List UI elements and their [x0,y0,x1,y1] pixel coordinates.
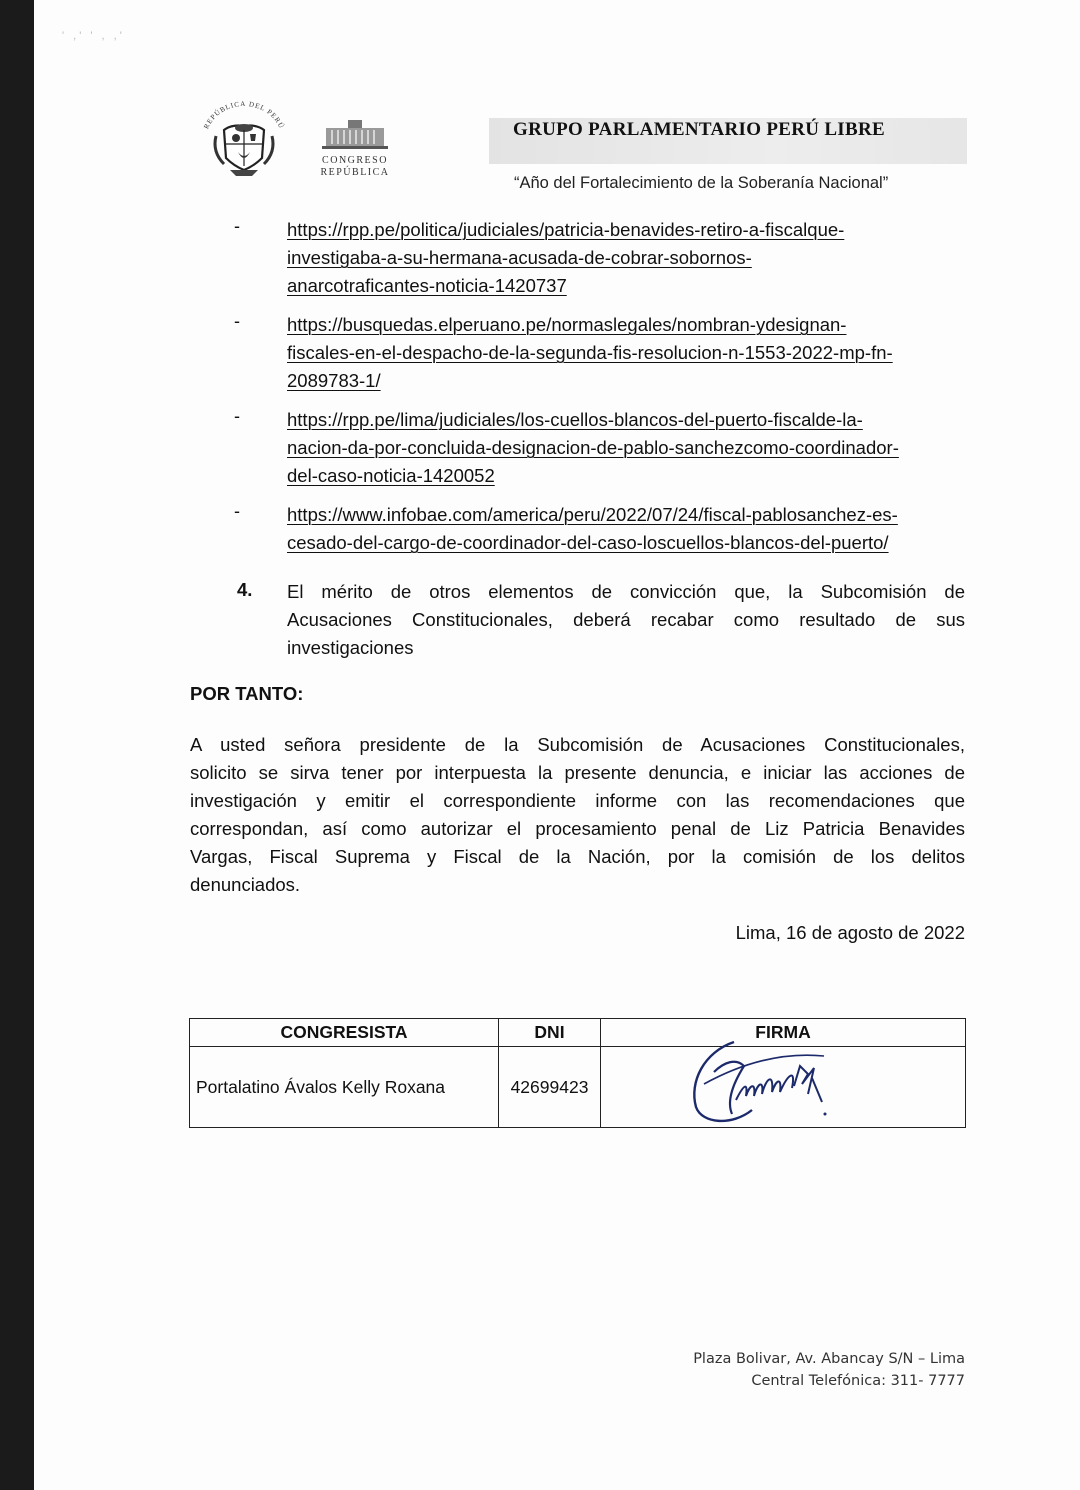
bullet-dash: - [234,216,240,236]
table-header-row [190,1019,966,1047]
signature-table [189,1018,966,1128]
bullet-dash: - [234,406,240,426]
link-text[interactable]: nacion-da-por-concluida-designacion-de-pablo-sanchezcomo-coordinador- [287,437,899,458]
link-text[interactable]: cesado-del-cargo-de-coordinador-del-caso-loscuellos-blancos-del-puerto/ [287,532,889,553]
table-row [190,1047,966,1128]
handwritten-signature [684,1022,844,1132]
closing-text-line: Vargas, Fiscal Suprema y Fiscal de la Nación, por la comisión de los delitos [190,846,965,867]
item-number: 4. [237,579,253,600]
link-text[interactable]: anarcotraficantes-noticia-1420737 [287,275,567,296]
footer-address: Plaza Bolivar, Av. Abancay S/N – Lima [693,1351,965,1367]
link-text[interactable]: investigaba-a-su-hermana-acusada-de-cobrar-sobornos- [287,247,752,268]
link-text[interactable]: https://busquedas.elperuano.pe/normaslegales/nombran-ydesignan- [287,314,847,335]
column-header: DNI [499,1019,601,1047]
column-header: CONGRESISTA [190,1019,499,1047]
congreso-logo [310,118,400,182]
link-text[interactable]: fiscales-en-el-despacho-de-la-segunda-fis-resolucion-n-1553-2022-mp-fn- [287,342,893,363]
republica-label: REPÚBLICA [320,167,390,178]
bullet-dash: - [234,501,240,521]
congresista-name: Portalatino Ávalos Kelly Roxana [190,1047,499,1128]
item4-text-line: investigaciones [287,637,414,658]
party-title: GRUPO PARLAMENTARIO PERÚ LIBRE [513,119,885,140]
item4-text-line: Acusaciones Constitucionales, deberá recabar como resultado de sus [287,609,965,630]
date-line: Lima, 16 de agosto de 2022 [735,922,965,943]
congress-building-icon [320,118,390,150]
link-text[interactable]: https://rpp.pe/lima/judiciales/los-cuellos-blancos-del-puerto-fiscalde-la- [287,409,863,430]
closing-text-line: solicito se sirva tener por interpuesta la presente denuncia, e iniciar las acciones de [190,762,965,783]
section-heading: POR TANTO: [190,683,304,704]
link-text[interactable]: 2089783-1/ [287,370,381,391]
link-text[interactable]: https://rpp.pe/politica/judiciales/patricia-benavides-retiro-a-fiscalque- [287,219,845,240]
footer-phone: Central Telefónica: 311- 7777 [751,1373,965,1389]
footer [594,1348,965,1392]
dni-value: 42699423 [499,1047,601,1128]
year-motto: “Año del Fortalecimiento de la Soberanía Nacional” [514,174,889,192]
congreso-label: CONGRESO [322,155,388,166]
link-text[interactable]: del-caso-noticia-1420052 [287,465,495,486]
closing-text-line: A usted señora presidente de la Subcomisión de Acusaciones Constitucionales, [190,734,965,755]
svg-text:REPÚBLICA DEL PERÚ: REPÚBLICA DEL PERÚ [202,100,286,131]
item4-text-line: El mérito de otros elementos de convicción que, la Subcomisión de [287,581,965,602]
closing-text-line: investigación y emitir el correspondiente informe con las recomendaciones que [190,790,965,811]
column-header: FIRMA [601,1019,966,1047]
document-page [34,0,1080,1490]
scan-artifact: ' ,' ' , ,' [62,30,125,42]
closing-text-line: denunciados. [190,874,301,895]
peru-coat-of-arms-logo [194,100,294,180]
bullet-dash: - [234,311,240,331]
closing-text-line: correspondan, así como autorizar el procesamiento penal de Liz Patricia Benavides [190,818,965,839]
link-text[interactable]: https://www.infobae.com/america/peru/2022/07/24/fiscal-pablosanchez-es- [287,504,898,525]
